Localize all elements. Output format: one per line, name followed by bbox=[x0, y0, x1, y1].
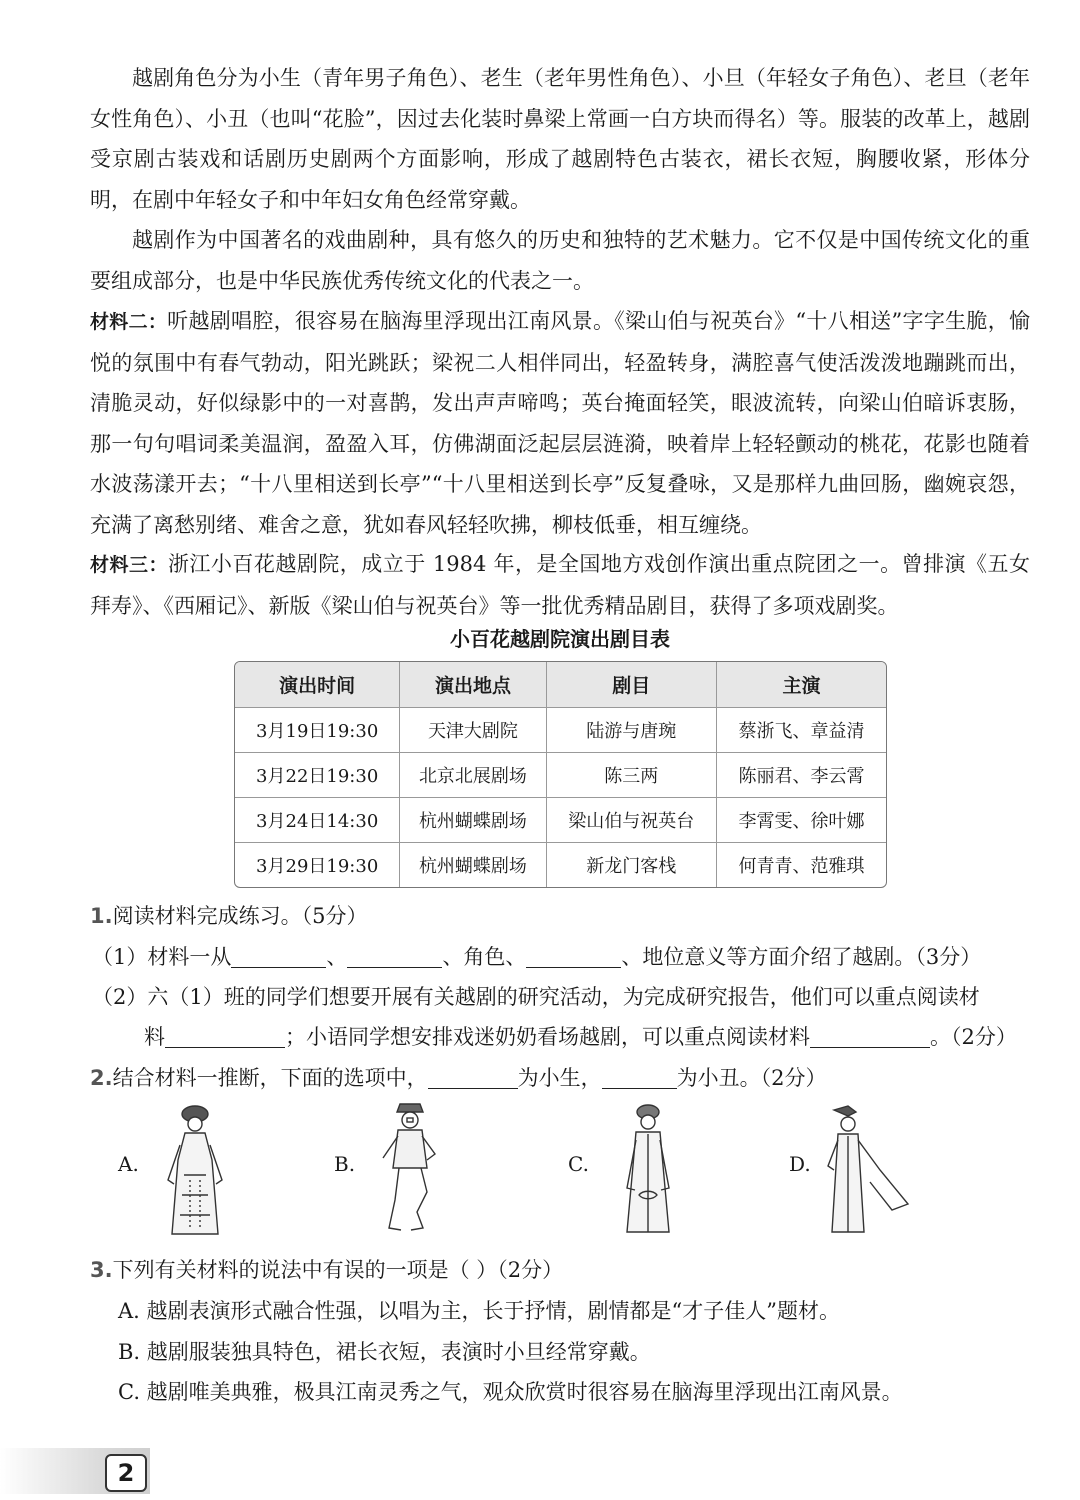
answer-blank-2[interactable] bbox=[347, 945, 442, 968]
answer-blank-1[interactable] bbox=[231, 945, 326, 968]
table-row bbox=[235, 798, 886, 843]
question-1-part-2-line-2 bbox=[144, 1021, 1017, 1051]
question-3-number: 3. bbox=[90, 1258, 113, 1282]
cell-lead: 蔡浙飞、章益清 bbox=[717, 708, 886, 753]
question-1-number: 1. bbox=[90, 904, 113, 928]
header-play: 剧目 bbox=[547, 662, 717, 708]
opera-figure-c-illustration bbox=[603, 1100, 693, 1240]
answer-blank-xiaosheng[interactable] bbox=[428, 1066, 518, 1089]
question-2 bbox=[90, 1062, 826, 1092]
question-3-text: 下列有关材料的说法中有误的一项是（ ）（2分） bbox=[112, 1258, 564, 1282]
material-two-label: 材料二： bbox=[90, 311, 168, 333]
schedule-table bbox=[234, 661, 887, 888]
opera-figure-a-illustration bbox=[150, 1100, 240, 1240]
question-1-part-1 bbox=[92, 941, 981, 971]
table-row bbox=[235, 753, 886, 798]
question-1-part-2-line-1: （2）六（1）班的同学们想要开展有关越剧的研究活动，为完成研究报告，他们可以重点阅读材 bbox=[92, 985, 980, 1009]
q1-part1-text-d: 、地位意义等方面介绍了越剧。（3分） bbox=[621, 945, 982, 969]
material-three bbox=[90, 544, 1030, 626]
answer-blank-4[interactable] bbox=[165, 1025, 285, 1048]
cell-play: 陈三两 bbox=[547, 753, 717, 798]
q1-part1-text-b: 、 bbox=[326, 945, 348, 969]
cell-lead: 李霄雯、徐叶娜 bbox=[717, 798, 886, 843]
cell-play: 新龙门客栈 bbox=[547, 843, 717, 887]
material-three-label: 材料三： bbox=[90, 554, 168, 576]
question-3-option-c: C. 越剧唯美典雅，极具江南灵秀之气，观众欣赏时很容易在脑海里浮现出江南风景。 bbox=[118, 1380, 903, 1404]
q1-part2-text-a: 料 bbox=[144, 1025, 165, 1049]
q1-part1-text-c: 、角色、 bbox=[442, 945, 527, 969]
cell-time: 3月29日19:30 bbox=[235, 843, 400, 887]
header-venue: 演出地点 bbox=[400, 662, 546, 708]
schedule-table-title: 小百花越剧院演出剧目表 bbox=[450, 627, 670, 651]
cell-venue: 杭州蝴蝶剧场 bbox=[400, 843, 546, 887]
q1-part1-text-a: （1）材料一从 bbox=[92, 945, 232, 969]
page-number: 2 bbox=[105, 1454, 147, 1492]
q1-part2-text-b: ；小语同学想安排戏迷奶奶看场越剧，可以重点阅读材料 bbox=[285, 1025, 810, 1049]
question-3 bbox=[90, 1254, 563, 1284]
opera-figure-b-illustration bbox=[365, 1100, 455, 1240]
cell-time: 3月19日19:30 bbox=[235, 708, 400, 753]
answer-blank-3[interactable] bbox=[526, 945, 621, 968]
option-d-label: D. bbox=[789, 1152, 811, 1176]
question-2-text-a: 结合材料一推断，下面的选项中， bbox=[112, 1066, 428, 1090]
opera-figure-d-illustration bbox=[820, 1100, 910, 1240]
cell-time: 3月22日19:30 bbox=[235, 753, 400, 798]
question-3-option-b: B. 越剧服装独具特色，裙长衣短，表演时小旦经常穿戴。 bbox=[118, 1340, 651, 1364]
header-lead: 主演 bbox=[717, 662, 886, 708]
cell-venue: 天津大剧院 bbox=[400, 708, 546, 753]
cell-venue: 北京北展剧场 bbox=[400, 753, 546, 798]
cell-lead: 何青青、范雅琪 bbox=[738, 856, 865, 877]
option-b-label: B. bbox=[334, 1152, 356, 1176]
question-1-text: 阅读材料完成练习。（5分） bbox=[112, 904, 368, 928]
table-row bbox=[235, 708, 886, 753]
schedule-header-row bbox=[235, 662, 886, 708]
material-two bbox=[90, 301, 1030, 545]
cell-lead: 陈丽君、李云霄 bbox=[717, 753, 886, 798]
option-c-label: C. bbox=[568, 1152, 589, 1176]
cell-play: 陆游与唐琬 bbox=[547, 708, 717, 753]
question-2-text-c: 为小丑。（2分） bbox=[676, 1066, 827, 1090]
cell-play: 梁山伯与祝英台 bbox=[547, 798, 717, 843]
answer-blank-xiaochou[interactable] bbox=[602, 1066, 677, 1089]
question-1 bbox=[90, 900, 367, 930]
cell-venue: 杭州蝴蝶剧场 bbox=[400, 798, 546, 843]
intro-paragraph-roles: 越剧角色分为小生（青年男子角色）、老生（老年男性角色）、小旦（年轻女子角色）、老旦（老年女性角色）、小丑（也叫“花脸”，因过去化装时鼻梁上常画一白方块而得名）等。服装的改革上，越剧受京剧古装戏和话剧历史剧两个方面影响，形成了越剧特色古装衣，裙长衣短，胸腰收紧，形体分明，在剧中年轻女子和中年妇女角色经常穿戴。 bbox=[90, 66, 1030, 212]
cell-time: 3月24日14:30 bbox=[235, 798, 400, 843]
material-three-text: 浙江小百花越剧院，成立于 1984 年，是全国地方戏创作演出重点院团之一。曾排演《五女拜寿》、《西厢记》、新版《梁山伯与祝英台》等一批优秀精品剧目，获得了多项戏剧奖。 bbox=[90, 552, 1030, 618]
question-3-option-a: A. 越剧表演形式融合性强，以唱为主，长于抒情，剧情都是“才子佳人”题材。 bbox=[118, 1299, 840, 1323]
answer-blank-5[interactable] bbox=[810, 1025, 930, 1048]
option-a-label: A. bbox=[118, 1152, 139, 1176]
intro-paragraph-significance: 越剧作为中国著名的戏曲剧种，具有悠久的历史和独特的艺术魅力。它不仅是中国传统文化的重要组成部分，也是中华民族优秀传统文化的代表之一。 bbox=[90, 228, 1030, 293]
material-two-text: 听越剧唱腔，很容易在脑海里浮现出江南风景。《梁山伯与祝英台》“十八相送”字字生脆，愉悦的氛围中有春气勃动，阳光跳跃；梁祝二人相伴同出，轻盈转身，满腔喜气使活泼泼地蹦跳而出，清脆灵动，好似绿影中的一对喜鹊，发出声声啼鸣；英台掩面轻笑，眼波流转，向梁山伯暗诉衷肠，那一句句唱词柔美温润，盈盈入耳，仿佛湖面泛起层层涟漪，映着岸上轻轻颤动的桃花，花影也随着水波荡漾开去；“十八里相送到长亭”“十八里相送到长亭”反复叠咏，又是那样九曲回肠，幽婉哀怨，充满了离愁别绪、难舍之意，犹如春风轻轻吹拂，柳枝低垂，相互缠绕。 bbox=[90, 309, 1030, 537]
q1-part2-text-c: 。（2分） bbox=[930, 1025, 1017, 1049]
question-2-number: 2. bbox=[90, 1066, 113, 1090]
question-2-text-b: 为小生， bbox=[517, 1066, 602, 1090]
table-row bbox=[235, 843, 886, 887]
header-time: 演出时间 bbox=[235, 662, 400, 708]
